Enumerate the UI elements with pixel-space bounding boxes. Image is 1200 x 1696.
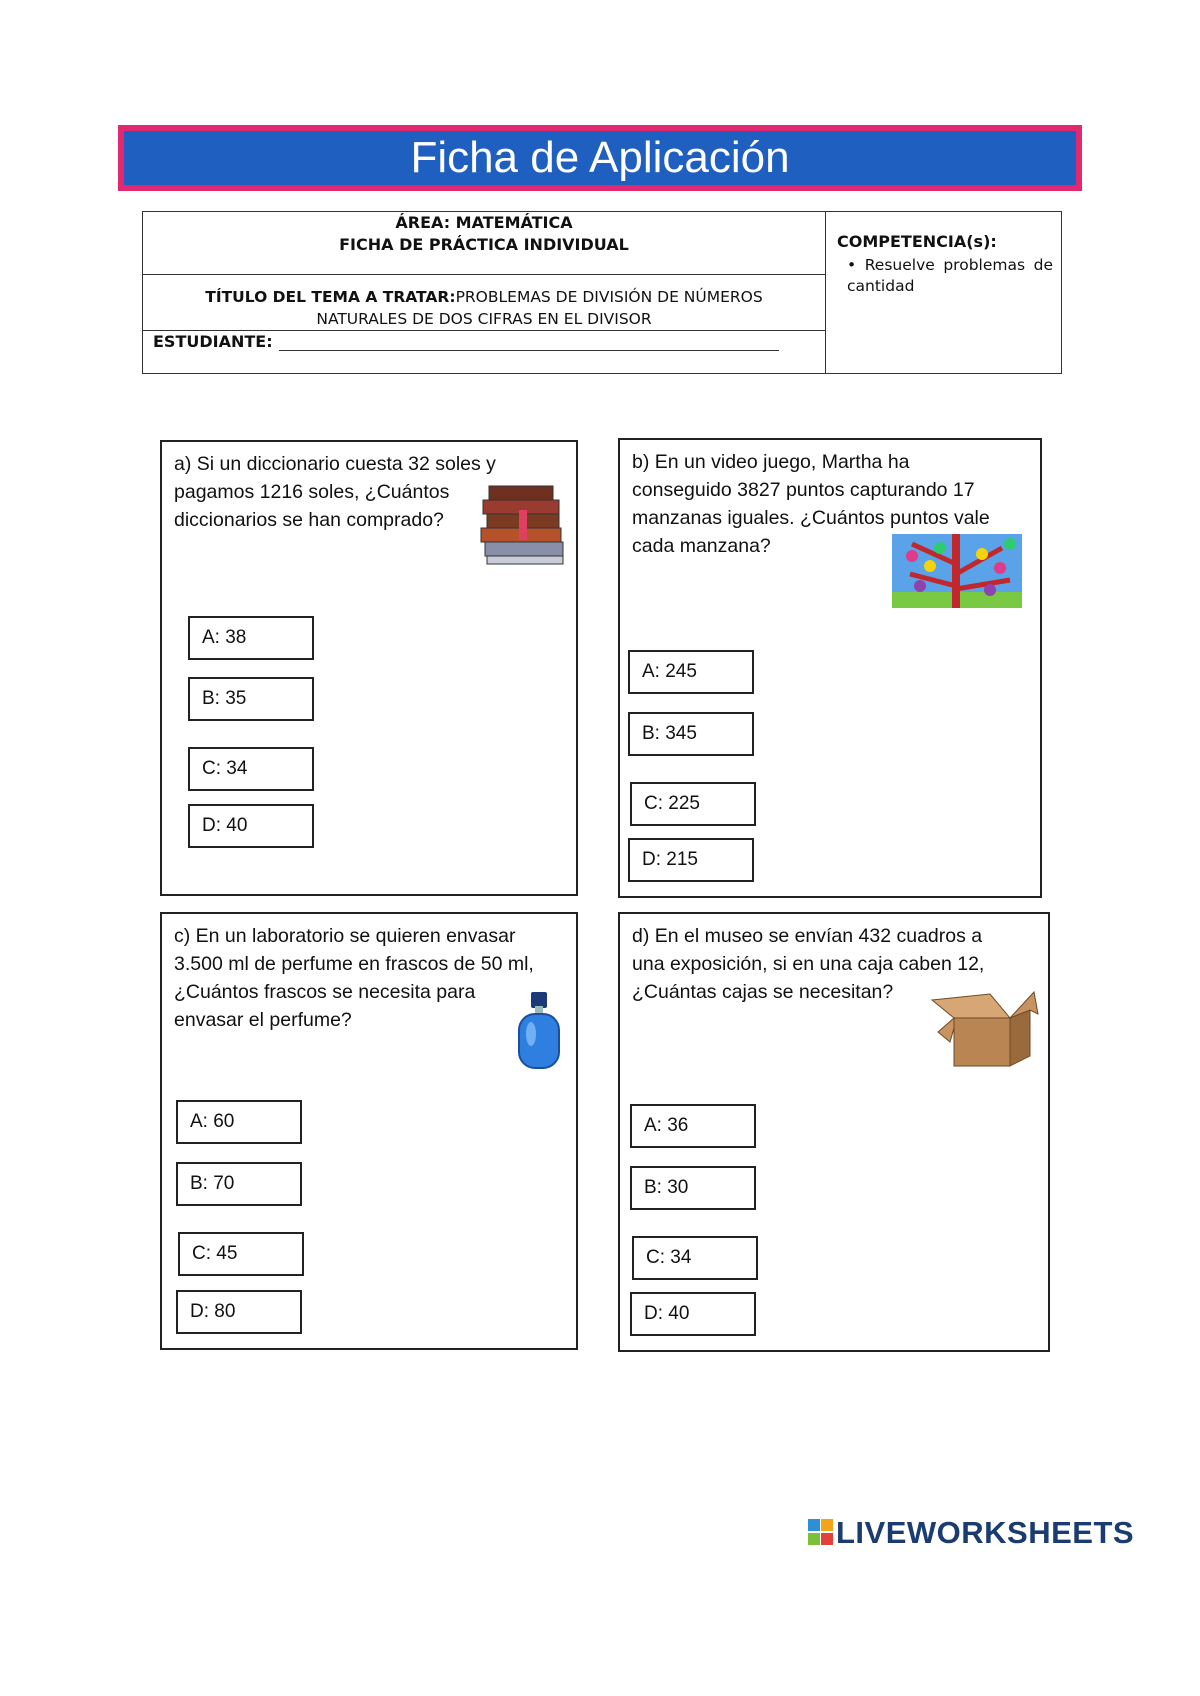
titulo-label: TÍTULO DEL TEMA A TRATAR: — [205, 288, 456, 306]
box-icon — [930, 984, 1040, 1070]
option-d[interactable]: D: 40 — [630, 1292, 756, 1336]
competencia-cell — [837, 232, 1053, 297]
header-area-row — [143, 212, 825, 275]
header-left — [143, 212, 826, 373]
question-card-a — [160, 440, 578, 896]
option-d[interactable]: D: 215 — [628, 838, 754, 882]
apple-tree-icon — [892, 534, 1022, 608]
area-label: ÁREA: MATEMÁTICA — [395, 213, 573, 232]
competencia-item: • Resuelve problemas de cantidad — [847, 256, 1053, 295]
option-d[interactable]: D: 80 — [176, 1290, 302, 1334]
question-card-b — [618, 438, 1042, 898]
option-b[interactable]: B: 70 — [176, 1162, 302, 1206]
option-a[interactable]: A: 36 — [630, 1104, 756, 1148]
student-label: ESTUDIANTE: — [153, 332, 273, 351]
option-d[interactable]: D: 40 — [188, 804, 314, 848]
option-a[interactable]: A: 245 — [628, 650, 754, 694]
question-text: a) Si un diccionario cuesta 32 soles y pagamos 1216 soles, ¿Cuántos diccionarios se han comprado? — [174, 453, 496, 531]
title-banner — [118, 125, 1082, 191]
titulo-line1: PROBLEMAS DE DIVISIÓN DE NÚMEROS — [455, 288, 763, 306]
option-b[interactable]: B: 35 — [188, 677, 314, 721]
option-c[interactable]: C: 45 — [178, 1232, 304, 1276]
question-card-d — [618, 912, 1050, 1352]
books-icon — [477, 482, 572, 572]
option-c[interactable]: C: 34 — [188, 747, 314, 791]
student-name-field[interactable] — [279, 336, 779, 351]
titulo-line2: NATURALES DE DOS CIFRAS EN EL DIVISOR — [316, 310, 652, 328]
logo-blocks-icon — [808, 1519, 834, 1547]
option-c[interactable]: C: 225 — [630, 782, 756, 826]
question-card-c — [160, 912, 578, 1350]
option-b[interactable]: B: 345 — [628, 712, 754, 756]
option-c[interactable]: C: 34 — [632, 1236, 758, 1280]
competencia-label: COMPETENCIA(s): — [837, 232, 997, 251]
logo-text: LIVEWORKSHEETS — [836, 1515, 1135, 1550]
option-b[interactable]: B: 30 — [630, 1166, 756, 1210]
header-table — [142, 211, 1062, 374]
question-text: b) En un video juego, Martha ha conseguido 3827 puntos capturando 17 manzanas iguales. ¿Cuántos puntos vale cada manzana? — [632, 451, 990, 557]
header-title-row — [143, 274, 825, 331]
page-title: Ficha de Aplicación — [410, 133, 790, 182]
ficha-label: FICHA DE PRÁCTICA INDIVIDUAL — [339, 235, 629, 254]
option-a[interactable]: A: 38 — [188, 616, 314, 660]
question-text: d) En el museo se envían 432 cuadros a una exposición, si en una caja caben 12, ¿Cuántas cajas se necesitan? — [632, 925, 985, 1003]
option-a[interactable]: A: 60 — [176, 1100, 302, 1144]
liveworksheets-logo — [808, 1515, 1134, 1551]
question-text: c) En un laboratorio se quieren envasar 3.500 ml de perfume en frascos de 50 ml, ¿Cuántos frascos se necesita para envasar el perfume? — [174, 925, 534, 1031]
perfume-bottle-icon — [515, 992, 563, 1072]
student-row — [153, 332, 779, 351]
